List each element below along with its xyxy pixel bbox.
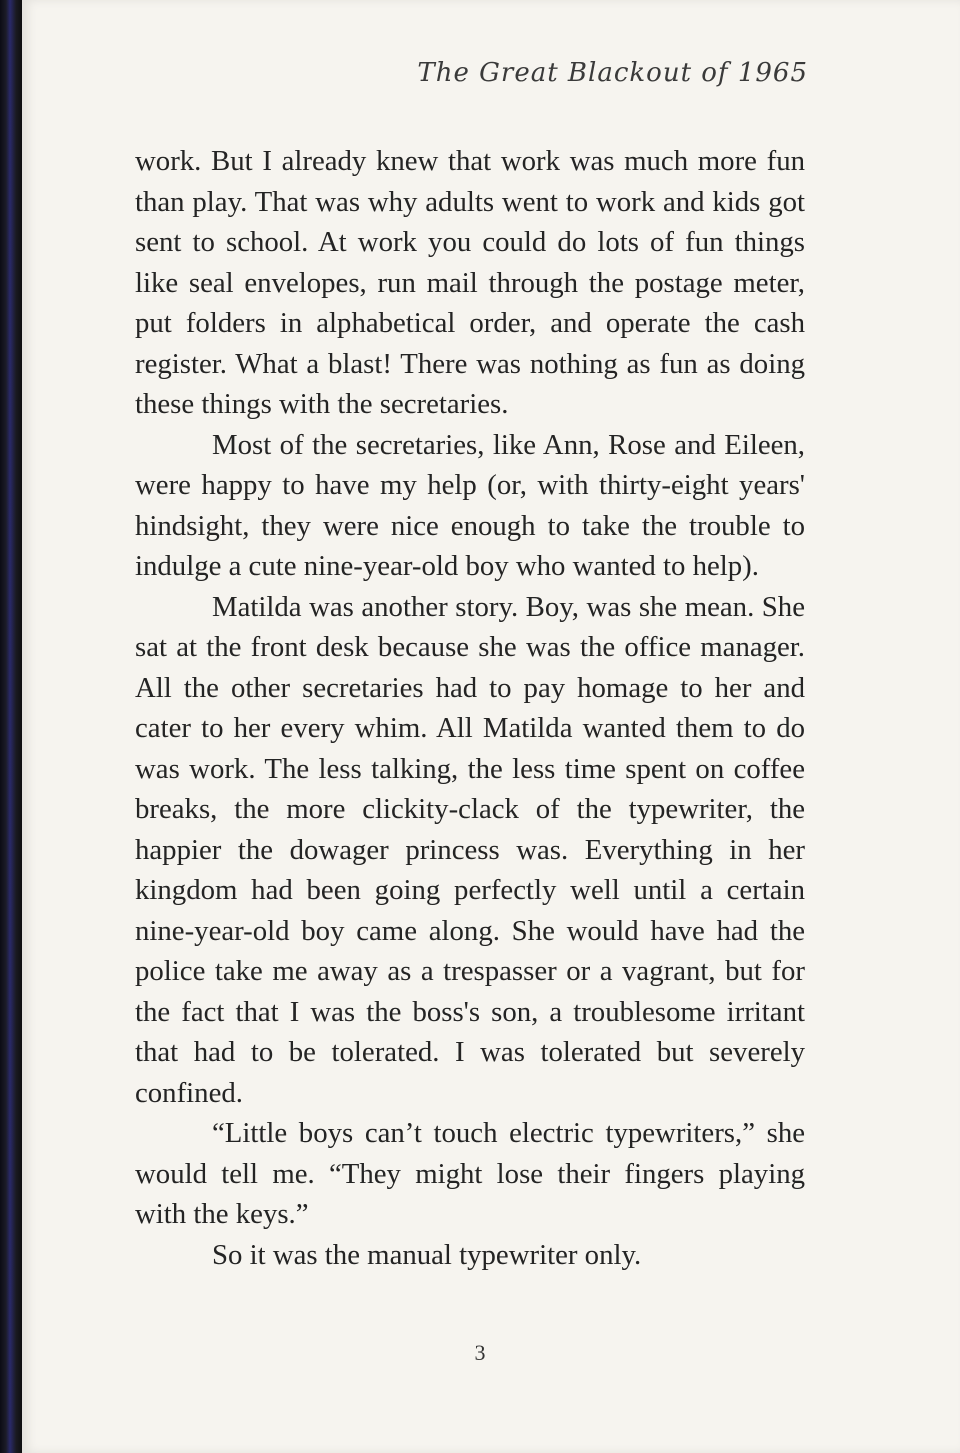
- paragraph: work. But I already knew that work was much more fun than play. That was why adults went to work and kids got sent to school. At work you could do lots of fun things like seal envelopes, run mail through the postage meter, put folders in alphabetical order, and operate the cash register. What a blast! There was nothing as fun as doing these things with the secretaries.: [135, 145, 805, 420]
- paragraph: “Little boys can’t touch electric typewriters,” she would tell me. “They might lose their fingers playing with the keys.”: [135, 1117, 805, 1230]
- paragraph: So it was the manual typewriter only.: [212, 1238, 642, 1271]
- body-text: [135, 141, 805, 1275]
- paragraph: Most of the secretaries, like Ann, Rose and Eileen, were happy to have my help (or, with thirty-eight years' hindsight, they were nice enough to take the trouble to indulge a cute nine-year-old boy who wanted to help).: [135, 428, 805, 582]
- running-head: The Great Blackout of 1965: [417, 58, 808, 88]
- page-number: 3: [474, 1340, 486, 1365]
- page-binding-edge: [0, 0, 22, 1453]
- paragraph: Matilda was another story. Boy, was she mean. She sat at the front desk because she was the office manager. All the other secretaries had to pay homage to her and cater to her every whim. All Matilda wanted them to do was work. The less talking, the less time spent on coffee breaks, the more clickity-clack of the typewriter, the happier the dowager princess was. Everything in her kingdom had been going perfectly well until a certain nine-year-old boy came along. She would have had the police take me away as a trespasser or a vagrant, but for the fact that I was the boss's son, a troublesome irritant that had to be tolerated. I was tolerated but severely confined.: [135, 590, 805, 1109]
